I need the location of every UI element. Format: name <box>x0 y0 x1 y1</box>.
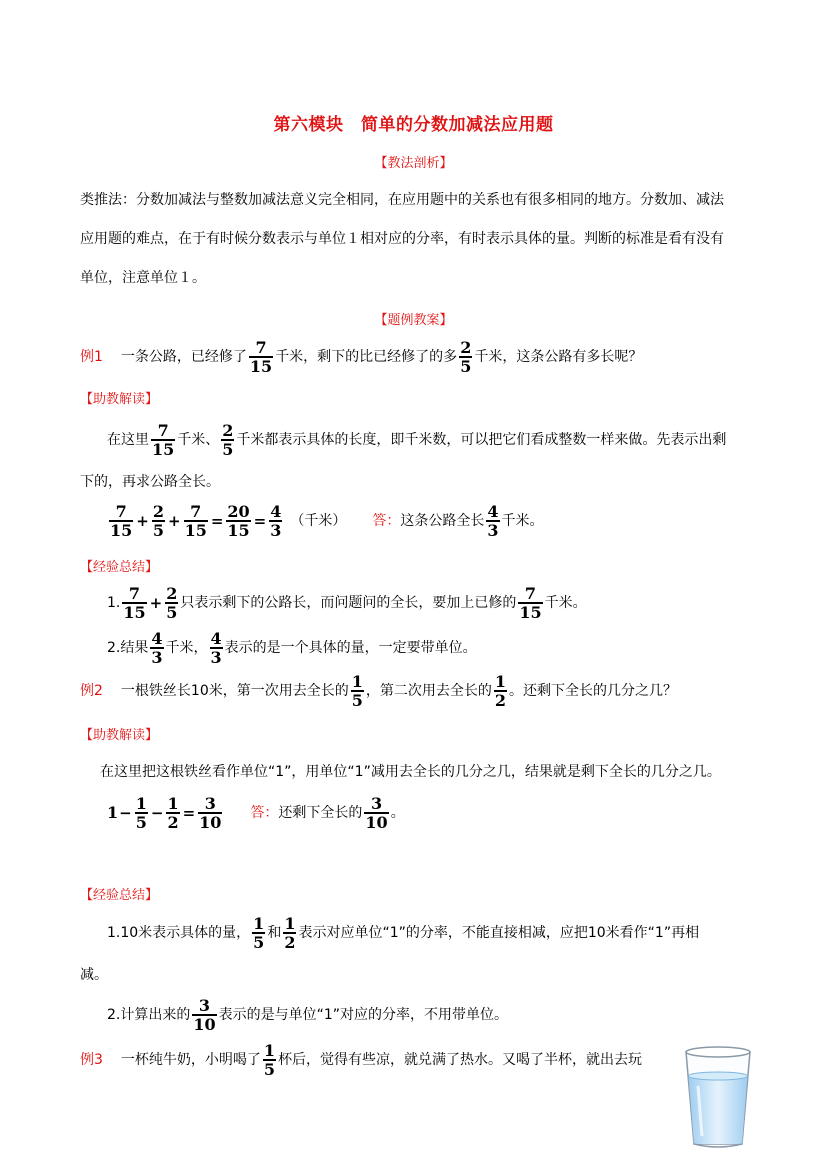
text: 杯后，觉得有些凉，就兑满了热水。又喝了半杯，就出去玩 <box>278 1052 643 1068</box>
number-one: 1 <box>107 803 119 822</box>
denominator: 5 <box>166 603 178 622</box>
denominator: 10 <box>193 1015 216 1034</box>
text: 一条公路，已经修了 <box>120 349 247 365</box>
fraction <box>184 503 208 539</box>
denominator: 2 <box>284 933 296 952</box>
fraction <box>165 585 178 621</box>
denominator: 5 <box>222 440 234 459</box>
numerator: 7 <box>157 421 169 440</box>
fraction <box>150 630 163 666</box>
denominator: 3 <box>487 521 499 540</box>
text: 表示的是一个具体的量，一定要带单位。 <box>224 640 477 656</box>
text: 。还剩下全长的几分之几？ <box>509 683 678 699</box>
text: 1.10米表示具体的量， <box>107 925 251 941</box>
method-line-3: 单位，注意单位１。 <box>80 270 206 286</box>
denominator: 15 <box>519 603 542 622</box>
experience-header-2: 【经验总结】 <box>80 888 159 903</box>
text: 这条公路全长 <box>400 513 485 529</box>
equals-sign: = <box>210 512 224 530</box>
numerator: 1 <box>167 794 179 813</box>
summary-1-point-2 <box>107 630 477 666</box>
example-1-label: 例1 <box>80 349 103 365</box>
numerator: 4 <box>487 502 499 521</box>
fraction <box>122 585 146 621</box>
text: 。 <box>390 805 405 821</box>
numerator: 1 <box>135 794 147 813</box>
denominator: 15 <box>152 440 175 459</box>
text: 2.结果 <box>107 640 149 656</box>
denominator: 15 <box>184 521 207 540</box>
numerator: 1 <box>253 914 265 933</box>
fraction <box>364 795 388 831</box>
fraction <box>135 795 148 831</box>
numerator: 4 <box>151 629 163 648</box>
denominator: 10 <box>199 813 222 832</box>
fraction <box>249 339 273 375</box>
numerator: 4 <box>270 502 282 521</box>
plus-sign: + <box>167 512 181 530</box>
text: 千米，剩下的比已经修了的多 <box>275 349 458 365</box>
equals-sign: = <box>182 804 196 822</box>
fraction <box>252 915 265 951</box>
experience-header-1: 【经验总结】 <box>80 560 159 575</box>
minus-sign: − <box>150 804 164 822</box>
assist-header-1: 【助教解读】 <box>80 392 159 407</box>
text: 2.计算出来的 <box>107 1007 191 1023</box>
fraction <box>192 997 216 1033</box>
numerator: 7 <box>255 338 267 357</box>
fraction <box>109 503 133 539</box>
unit-label: （千米） <box>290 513 347 529</box>
denominator: 15 <box>227 521 250 540</box>
example-header: 【题例教案】 <box>374 313 453 328</box>
fraction <box>351 673 364 709</box>
numerator: 20 <box>227 502 250 521</box>
fraction <box>151 422 175 458</box>
denominator: 2 <box>167 813 179 832</box>
example-3 <box>80 1042 642 1078</box>
summary-2-point-1-cont: 减。 <box>80 967 108 983</box>
fraction <box>221 422 234 458</box>
fraction <box>459 339 472 375</box>
text: 表示的是与单位“1”对应的分率，不用带单位。 <box>218 1007 509 1023</box>
assist-1-line-1 <box>107 422 726 458</box>
numerator: 7 <box>128 584 141 603</box>
fraction <box>152 503 165 539</box>
denominator: 5 <box>460 357 472 376</box>
text: 一杯纯牛奶，小明喝了 <box>120 1052 261 1068</box>
numerator: 2 <box>166 584 178 603</box>
numerator: 1 <box>284 914 296 933</box>
fraction <box>518 585 542 621</box>
fraction <box>263 1042 276 1078</box>
example-3-label: 例3 <box>80 1052 103 1068</box>
numerator: 7 <box>524 584 537 603</box>
text: 表示对应单位“1”的分率，不能直接相减，应把10米看作“1”再相 <box>298 925 700 941</box>
denominator: 2 <box>494 691 507 710</box>
numerator: 2 <box>222 421 234 440</box>
numerator: 3 <box>198 996 211 1015</box>
text: 千米。 <box>544 595 587 611</box>
calculation-1 <box>107 503 544 539</box>
numerator: 1 <box>263 1041 276 1060</box>
text: ，第二次用去全长的 <box>365 683 492 699</box>
numerator: 3 <box>204 794 216 813</box>
denominator: 5 <box>253 933 265 952</box>
denominator: 5 <box>135 813 147 832</box>
denominator: 3 <box>210 648 222 667</box>
summary-2-point-2 <box>107 997 508 1033</box>
example-2-label: 例2 <box>80 683 103 699</box>
fraction <box>283 915 296 951</box>
text: 1. <box>107 595 121 611</box>
numerator: 7 <box>115 502 127 521</box>
denominator: 5 <box>152 521 164 540</box>
text: 一根铁丝长10米，第一次用去全长的 <box>120 683 349 699</box>
fraction <box>494 673 507 709</box>
text: 千米都表示具体的长度，即千米数，可以把它们看成整数一样来做。先表示出剩 <box>236 432 727 448</box>
summary-2-point-1 <box>107 915 699 951</box>
assist-header-2: 【助教解读】 <box>80 728 159 743</box>
equals-sign: = <box>253 512 267 530</box>
text: 在这里 <box>107 432 149 448</box>
numerator: 1 <box>494 672 507 691</box>
answer-label: 答： <box>250 805 279 821</box>
numerator: 1 <box>351 672 363 691</box>
text: 千米。 <box>501 513 544 529</box>
fraction <box>210 630 223 666</box>
water-glass-icon <box>678 1046 758 1150</box>
text: 千米， <box>165 640 208 656</box>
denominator: 5 <box>263 1060 276 1079</box>
text: 还剩下全长的 <box>278 805 363 821</box>
assist-2-line-1: 在这里把这根铁丝看作单位“1”，用单位“1”减用去全长的几分之几，结果就是剩下全长的几分之几。 <box>100 764 721 780</box>
numerator: 2 <box>460 338 472 357</box>
fraction <box>198 795 222 831</box>
fraction <box>486 503 499 539</box>
page-title: 第六模块 简单的分数加减法应用题 <box>273 115 554 135</box>
text: 千米、 <box>177 432 220 448</box>
denominator: 10 <box>365 813 388 832</box>
method-line-1: 类推法：分数加减法与整数加减法意义完全相同，在应用题中的关系也有很多相同的地方。分数加、减法 <box>80 192 724 208</box>
summary-1-point-1 <box>107 585 587 621</box>
assist-1-line-2: 下的，再求公路全长。 <box>80 474 220 490</box>
example-1 <box>80 339 642 375</box>
text: 和 <box>267 925 282 941</box>
plus-sign: + <box>149 594 163 612</box>
fraction <box>166 795 179 831</box>
denominator: 15 <box>249 357 273 376</box>
answer-label: 答： <box>372 513 401 529</box>
text: 千米，这条公路有多长呢？ <box>474 349 643 365</box>
example-2 <box>80 673 677 709</box>
denominator: 3 <box>151 648 163 667</box>
numerator: 7 <box>190 502 202 521</box>
text: 只表示剩下的公路长，而问题问的全长，要加上已修的 <box>180 595 517 611</box>
minus-sign: − <box>119 804 132 822</box>
fraction <box>226 503 250 539</box>
method-header: 【教法剖析】 <box>374 156 453 171</box>
plus-sign: + <box>136 512 149 530</box>
numerator: 2 <box>152 502 164 521</box>
fraction <box>269 503 282 539</box>
numerator: 4 <box>210 629 222 648</box>
numerator: 3 <box>370 794 383 813</box>
denominator: 3 <box>270 521 282 540</box>
denominator: 15 <box>110 521 133 540</box>
calculation-2 <box>107 795 405 831</box>
denominator: 5 <box>351 691 363 710</box>
method-line-2: 应用题的难点，在于有时候分数表示与单位１相对应的分率，有时表示具体的量。判断的标准是看有没有 <box>80 231 724 247</box>
denominator: 15 <box>123 603 146 622</box>
